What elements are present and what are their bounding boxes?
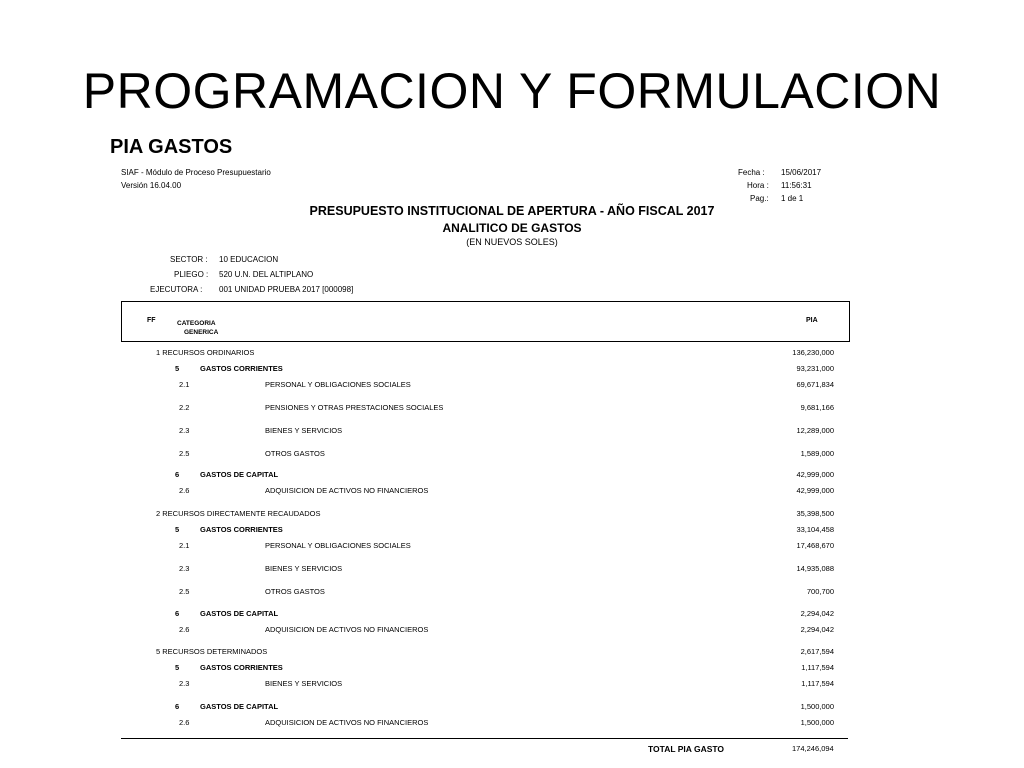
hora-value: 11:56:31 <box>781 181 812 190</box>
generica-label: ADQUISICION DE ACTIVOS NO FINANCIEROS <box>265 486 429 495</box>
report-units: (EN NUEVOS SOLES) <box>466 237 558 247</box>
table-row <box>0 647 1024 657</box>
category-label: GASTOS DE CAPITAL <box>200 702 279 711</box>
slide-title: PROGRAMACION Y FORMULACION <box>82 63 942 119</box>
table-row <box>0 348 1024 358</box>
slide-subtitle: PIA GASTOS <box>110 136 233 158</box>
table-row <box>0 679 1024 689</box>
generica-label: OTROS GASTOS <box>265 587 325 596</box>
ejecutora-label: EJECUTORA : <box>150 285 203 294</box>
total-divider <box>121 738 848 739</box>
generica-code: 2.3 <box>179 679 190 688</box>
pia-amount: 136,230,000 <box>792 348 834 357</box>
generica-label: PERSONAL Y OBLIGACIONES SOCIALES <box>265 380 411 389</box>
col-categoria: CATEGORIA <box>177 320 216 327</box>
table-row <box>0 403 1024 413</box>
pliego-value: 520 U.N. DEL ALTIPLANO <box>219 270 314 279</box>
generica-code: 2.1 <box>179 380 190 389</box>
generica-code: 2.6 <box>179 486 190 495</box>
report-title: PRESUPUESTO INSTITUCIONAL DE APERTURA - AÑO FISCAL 2017 <box>309 204 715 218</box>
pia-amount: 14,935,088 <box>796 564 834 573</box>
table-row <box>0 509 1024 519</box>
generica-label: BIENES Y SERVICIOS <box>265 426 343 435</box>
pia-amount: 9,681,166 <box>800 403 834 412</box>
pia-amount: 12,289,000 <box>796 426 834 435</box>
pia-amount: 17,468,670 <box>796 541 834 550</box>
table-row <box>0 564 1024 574</box>
table-row <box>0 702 1024 712</box>
fecha-value: 15/06/2017 <box>781 168 822 177</box>
category-label: GASTOS DE CAPITAL <box>200 470 279 479</box>
pia-amount: 33,104,458 <box>796 525 834 534</box>
pia-amount: 2,617,594 <box>800 647 834 656</box>
generica-code: 2.6 <box>179 625 190 634</box>
pia-amount: 2,294,042 <box>800 609 834 618</box>
generica-label: PENSIONES Y OTRAS PRESTACIONES SOCIALES <box>265 403 444 412</box>
generica-code: 2.5 <box>179 449 190 458</box>
table-row <box>0 486 1024 496</box>
col-ff: FF <box>147 317 156 324</box>
pia-amount: 69,671,834 <box>796 380 834 389</box>
generica-label: OTROS GASTOS <box>265 449 325 458</box>
generica-code: 2.3 <box>179 426 190 435</box>
generica-code: 2.3 <box>179 564 190 573</box>
category-label: GASTOS DE CAPITAL <box>200 609 279 618</box>
pia-amount: 93,231,000 <box>796 364 834 373</box>
report-system: SIAF - Módulo de Proceso Presupuestario <box>121 168 271 177</box>
pia-amount: 1,117,594 <box>801 663 834 672</box>
col-pia: PIA <box>806 317 818 324</box>
category-label: GASTOS CORRIENTES <box>200 525 283 534</box>
rubro-label: 2 RECURSOS DIRECTAMENTE RECAUDADOS <box>156 509 321 518</box>
pag-label: Pag.: <box>750 194 769 203</box>
sector-value: 10 EDUCACION <box>219 255 279 264</box>
rubro-label: 5 RECURSOS DETERMINADOS <box>156 647 268 656</box>
table-row <box>0 663 1024 673</box>
generica-code: 2.5 <box>179 587 190 596</box>
total-value: 174,246,094 <box>792 744 834 753</box>
table-row <box>0 426 1024 436</box>
report-subtitle: ANALITICO DE GASTOS <box>442 221 582 235</box>
table-row <box>0 364 1024 374</box>
pia-amount: 1,117,594 <box>801 679 834 688</box>
generica-code: 2.1 <box>179 541 190 550</box>
table-row <box>0 449 1024 459</box>
report-version: Versión 16.04.00 <box>121 181 182 190</box>
category-code: 6 <box>175 609 180 618</box>
generica-label: ADQUISICION DE ACTIVOS NO FINANCIEROS <box>265 718 429 727</box>
category-code: 5 <box>175 663 180 672</box>
category-label: GASTOS CORRIENTES <box>200 364 283 373</box>
col-generica: GENERICA <box>184 329 219 336</box>
pia-amount: 2,294,042 <box>800 625 834 634</box>
sector-label: SECTOR : <box>170 255 208 264</box>
generica-code: 2.2 <box>179 403 190 412</box>
pia-amount: 1,589,000 <box>800 449 834 458</box>
ejecutora-value: 001 UNIDAD PRUEBA 2017 [000098] <box>219 285 354 294</box>
pia-amount: 42,999,000 <box>796 486 834 495</box>
hora-label: Hora : <box>747 181 769 190</box>
category-code: 5 <box>175 364 180 373</box>
pia-amount: 700,700 <box>806 587 834 596</box>
total-label: TOTAL PIA GASTO <box>648 744 725 754</box>
rubro-label: 1 RECURSOS ORDINARIOS <box>156 348 255 357</box>
pia-amount: 42,999,000 <box>796 470 834 479</box>
table-row <box>0 380 1024 390</box>
pia-amount: 1,500,000 <box>800 702 834 711</box>
fecha-label: Fecha : <box>738 168 765 177</box>
generica-code: 2.6 <box>179 718 190 727</box>
pia-amount: 1,500,000 <box>800 718 834 727</box>
table-row <box>0 625 1024 635</box>
pliego-label: PLIEGO : <box>174 270 209 279</box>
column-header-box <box>121 301 850 342</box>
table-row <box>0 525 1024 535</box>
generica-label: PERSONAL Y OBLIGACIONES SOCIALES <box>265 541 411 550</box>
generica-label: BIENES Y SERVICIOS <box>265 679 343 688</box>
generica-label: BIENES Y SERVICIOS <box>265 564 343 573</box>
category-code: 6 <box>175 702 180 711</box>
table-row <box>0 541 1024 551</box>
table-row <box>0 718 1024 728</box>
category-code: 5 <box>175 525 180 534</box>
pag-value: 1 de 1 <box>781 194 804 203</box>
table-row <box>0 609 1024 619</box>
generica-label: ADQUISICION DE ACTIVOS NO FINANCIEROS <box>265 625 429 634</box>
pia-amount: 35,398,500 <box>796 509 834 518</box>
table-row <box>0 470 1024 480</box>
table-row <box>0 587 1024 597</box>
category-label: GASTOS CORRIENTES <box>200 663 283 672</box>
category-code: 6 <box>175 470 180 479</box>
